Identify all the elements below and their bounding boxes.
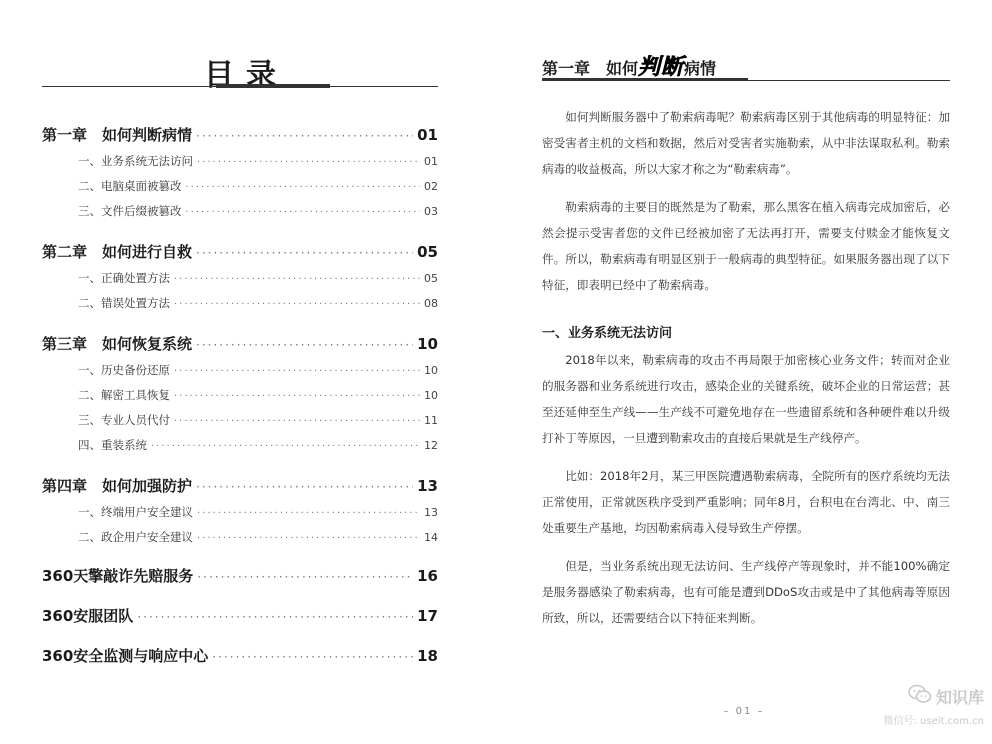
toc-leader	[196, 338, 413, 352]
toc-leader	[186, 207, 421, 218]
toc-chapter-title: 如何进行自救	[102, 243, 193, 261]
toc-leader	[197, 157, 420, 168]
paragraph: 如何判断服务器中了勒索病毒呢？勒索病毒区别于其他病毒的明显特征：加密受害者主机的文档和数据，然后对受害者实施勒索，从中非法谋取私利。勒索病毒的收益极高，所以大家才称之为“勒索病毒”。	[542, 110, 950, 176]
chapter-header	[542, 0, 950, 90]
chapter-body	[542, 104, 950, 631]
toc-item[interactable]	[42, 203, 438, 219]
toc-leader	[174, 416, 420, 427]
toc-leader	[196, 480, 413, 494]
chapter-title-prefix: 如何	[606, 59, 639, 78]
toc-page-number: 05	[417, 243, 438, 261]
toc-page-number: 08	[424, 297, 438, 310]
toc-chapter-4[interactable]	[42, 475, 438, 495]
toc-page-number: 13	[424, 506, 438, 519]
toc-leader	[186, 182, 421, 193]
toc-item[interactable]	[42, 529, 438, 545]
toc-chapter-title: 如何判断病情	[102, 126, 193, 144]
toc-page-number: 10	[417, 335, 438, 353]
chapter-title-highlight: 判断	[638, 55, 685, 80]
toc-chapter-1[interactable]	[42, 124, 438, 144]
toc-leader	[197, 570, 413, 584]
toc-page	[0, 0, 480, 744]
toc-extra-title: 360安服团队	[42, 607, 134, 625]
toc-chapter-title: 如何恢复系统	[102, 335, 193, 353]
toc-extra-monitoring[interactable]	[42, 645, 438, 665]
toc-item[interactable]	[42, 504, 438, 520]
paragraph: 但是，当业务系统出现无法访问、生产线停产等现象时，并不能100%确定是服务器感染了勒索病毒，也有可能是遭到DDoS攻击或是中了其他病毒等原因所致，所以，还需要结合以下特征来判断。	[542, 559, 950, 625]
toc-extra-title: 360天擎敲诈先赔服务	[42, 567, 194, 585]
chapter-title	[542, 50, 716, 81]
toc-page-number: 12	[424, 439, 438, 452]
paragraph: 比如：2018年2月，某三甲医院遭遇勒索病毒，全院所有的医疗系统均无法正常使用，正常就医秩序受到严重影响；同年8月，台积电在台湾北、中、南三处重要生产基地，均因勒索病毒入侵导致生产停摆。	[542, 469, 950, 535]
toc-leader	[137, 610, 413, 624]
toc-extra-tianqing[interactable]	[42, 565, 438, 585]
chapter-divider-accent	[542, 78, 748, 81]
toc-chapter-number: 第三章	[42, 335, 88, 353]
toc-leader	[196, 129, 413, 143]
toc-item-label: 二、错误处置方法	[78, 296, 170, 310]
toc-divider-accent	[216, 84, 330, 88]
toc-extra-title: 360安全监测与响应中心	[42, 647, 209, 665]
toc-chapter-title: 如何加强防护	[102, 477, 193, 495]
toc-extra-team[interactable]	[42, 605, 438, 625]
toc-item[interactable]	[42, 270, 438, 286]
toc-item-label: 二、解密工具恢复	[78, 388, 170, 402]
toc-page-number: 13	[417, 477, 438, 495]
toc-leader	[196, 246, 413, 260]
toc-chapter-2[interactable]	[42, 241, 438, 261]
toc-page-number: 11	[424, 414, 438, 427]
toc-item[interactable]	[42, 437, 438, 453]
toc-page-number: 01	[417, 126, 438, 144]
paragraph: 2018年以来，勒索病毒的攻击不再局限于加密核心业务文件；转而对企业的服务器和业务系统进行攻击，感染企业的关键系统，破坏企业的日常运营；甚至还延伸至生产线——生产线不可避免地存在一些遗留系统和各种硬件难以升级打补丁等原因，一旦遭到勒索攻击的直接后果就是生产线停产。	[542, 353, 950, 445]
toc-leader	[174, 366, 420, 377]
toc-leader	[212, 650, 413, 664]
toc-item-label: 一、业务系统无法访问	[78, 154, 193, 168]
toc-chapter-number: 第四章	[42, 477, 88, 495]
toc-item-label: 二、政企用户安全建议	[78, 530, 193, 544]
chapter-page	[496, 0, 992, 744]
toc-leader	[174, 299, 420, 310]
toc-item[interactable]	[42, 153, 438, 169]
toc-item[interactable]	[42, 387, 438, 403]
toc-header	[42, 0, 438, 93]
toc-item-label: 一、历史备份还原	[78, 363, 170, 377]
toc-chapter-3[interactable]	[42, 333, 438, 353]
toc-page-number: 18	[417, 647, 438, 665]
toc-page-number: 16	[417, 567, 438, 585]
toc-page-number: 02	[424, 180, 438, 193]
toc-item[interactable]	[42, 178, 438, 194]
watermark-name: 知识库	[935, 687, 984, 707]
paragraph: 勒索病毒的主要目的既然是为了勒索，那么黑客在植入病毒完成加密后，必然会提示受害者您的文件已经被加密了无法再打开，需要支付赎金才能恢复文件。所以，勒索病毒有明显区别于一般病毒的典型特征。如果服务器出现了以下特征，即表明已经中了勒索病毒。	[542, 200, 950, 292]
toc-item[interactable]	[42, 362, 438, 378]
toc-page-number: 10	[424, 364, 438, 377]
watermark-id: 微信号: useit.com.cn	[883, 716, 984, 727]
toc-list	[42, 124, 438, 665]
toc-item-label: 四、重装系统	[78, 438, 147, 452]
toc-page-number: 10	[424, 389, 438, 402]
toc-leader	[151, 441, 420, 452]
toc-title: 目录	[204, 58, 288, 93]
toc-page-number: 05	[424, 272, 438, 285]
toc-page-number: 03	[424, 205, 438, 218]
toc-item-label: 三、文件后缀被篡改	[78, 204, 182, 218]
chapter-number: 第一章	[542, 59, 591, 78]
toc-item-label: 三、专业人员代付	[78, 413, 170, 427]
chapter-title-suffix: 病情	[684, 59, 717, 78]
toc-leader	[174, 391, 420, 402]
toc-item-label: 一、终端用户安全建议	[78, 505, 193, 519]
toc-chapter-number: 第二章	[42, 243, 88, 261]
toc-item-label: 二、电脑桌面被篡改	[78, 179, 182, 193]
section-title: 一、业务系统无法访问	[542, 326, 673, 341]
toc-page-number: 17	[417, 607, 438, 625]
toc-leader	[174, 274, 420, 285]
toc-item-label: 一、正确处置方法	[78, 271, 170, 285]
toc-page-number: 01	[424, 155, 438, 168]
watermark	[872, 684, 984, 734]
toc-leader	[197, 508, 420, 519]
page-number: – 01 –	[723, 706, 765, 717]
wechat-icon	[908, 684, 932, 708]
toc-item[interactable]	[42, 295, 438, 311]
toc-item[interactable]	[42, 412, 438, 428]
toc-leader	[197, 533, 420, 544]
toc-page-number: 14	[424, 531, 438, 544]
toc-chapter-number: 第一章	[42, 126, 88, 144]
